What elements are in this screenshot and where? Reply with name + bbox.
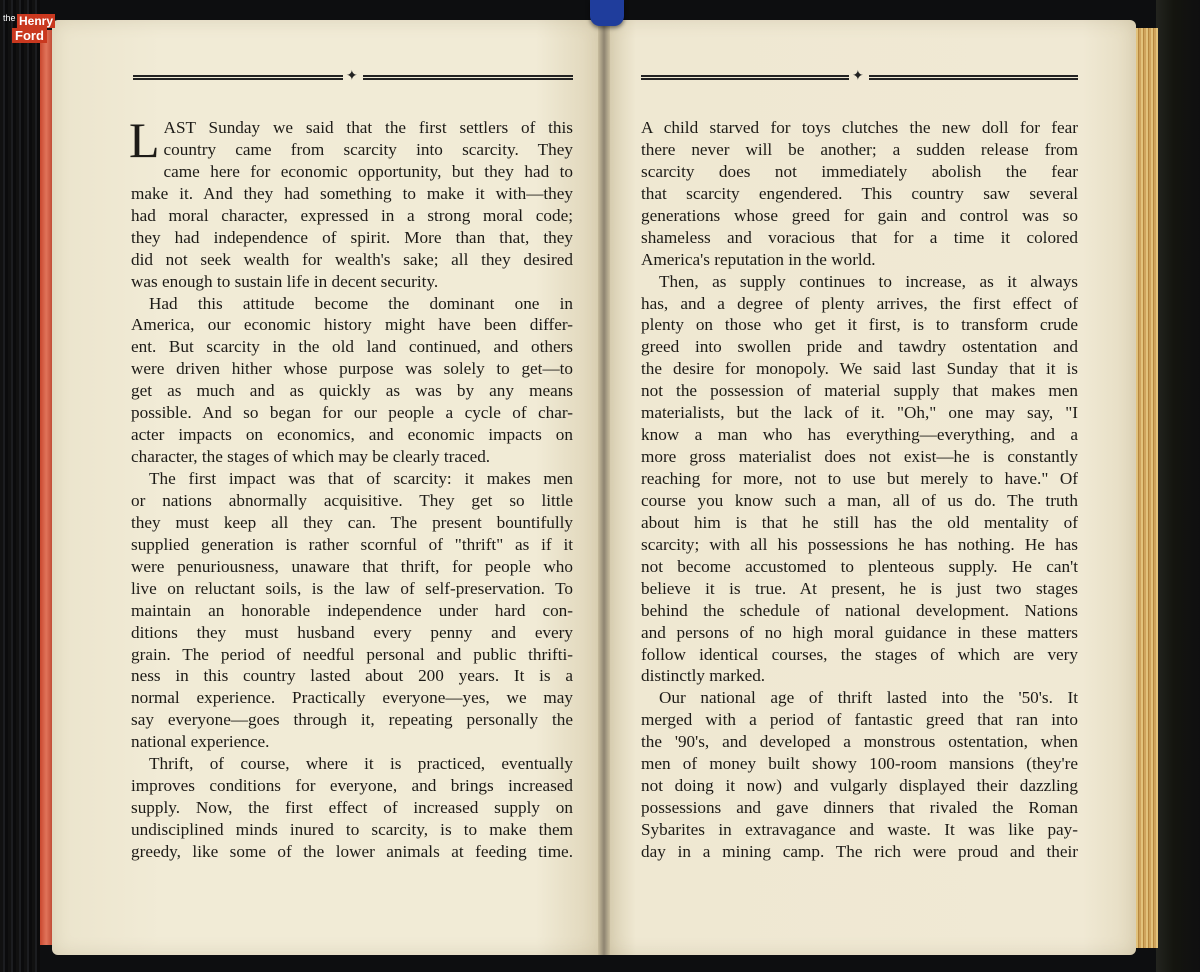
left-cover-edge	[0, 0, 40, 972]
text-line: did not seek wealth for wealth's sake; all they desired	[131, 249, 573, 269]
text-line: believe it is true. At present, he is just two stages	[641, 578, 1078, 598]
text-line: Then, as supply continues to increase, as it always	[659, 271, 1078, 291]
book-gutter	[598, 20, 610, 955]
bookmark-ribbon	[590, 0, 624, 26]
text-line: came here for economic opportunity, but they had to	[163, 161, 573, 181]
text-line: ditions they must husband every penny and every	[131, 622, 573, 642]
text-line: had moral character, expressed in a strong moral code;	[131, 205, 573, 225]
text-line: ent. But scarcity in the old land continued, and others	[131, 337, 573, 357]
text-line: not become accustomed to plenteous supply. He can't	[641, 556, 1078, 576]
text-line: character, the stages of which may be clearly traced.	[131, 447, 491, 467]
text-line: country came from scarcity into scarcity. They	[163, 139, 573, 159]
text-line: supply. Now, the first effect of increased supply on	[131, 798, 573, 818]
text-line: AST Sunday we said that the first settlers of this	[163, 118, 573, 137]
logo-the: the	[3, 13, 16, 23]
text-line: normal experience. Practically everyone—yes, we may	[131, 688, 573, 708]
text-line: about him is that he still has the old mentality of	[641, 512, 1078, 532]
text-line: ness in this country lasted about 200 years. It is a	[131, 666, 573, 686]
text-line: know a man who has everything—everything, and a	[641, 425, 1078, 445]
text-line: was enough to sustain life in decent security.	[131, 271, 439, 291]
text-line: distinctly marked.	[641, 666, 766, 686]
ornament-star-icon: ✦	[346, 68, 358, 84]
text-line: Had this attitude become the dominant one in	[149, 293, 573, 313]
text-line: were penuriousness, unaware that thrift, for people who	[131, 556, 573, 576]
text-line: more gross materialist does not exist—he is constantly	[641, 447, 1078, 467]
text-line: they must keep all they can. The present bountifully	[131, 512, 573, 532]
text-line: possessions and gave dinners that rivaled the Roman	[641, 798, 1078, 818]
text-line: the '90's, and developed a monstrous ostentation, when	[641, 732, 1078, 752]
text-line: day in a mining camp. The rich were proud and their	[641, 841, 1078, 861]
text-line: The first impact was that of scarcity: it makes men	[149, 469, 573, 488]
left-header-ornament	[133, 68, 573, 86]
text-line: behind the schedule of national development. Nations	[641, 600, 1078, 620]
right-page-text	[641, 117, 1078, 863]
right-cover-edge	[1156, 0, 1200, 972]
text-line: course you know such a man, all of us do. The truth	[641, 490, 1078, 510]
text-line: there never will be another; a sudden release from	[641, 139, 1078, 159]
text-line: live on reluctant soils, is the law of self-preservation. To	[131, 578, 573, 598]
text-line: maintain an honorable independence under hard con-	[131, 600, 573, 620]
text-line: say everyone—goes through it, repeating personally the	[131, 710, 573, 730]
text-line: merged with a period of fantastic greed that ran into	[641, 710, 1078, 730]
text-line: shameless and voracious that for a time it colored	[641, 227, 1078, 247]
text-line: were driven hither whose purpose was solely to get—to	[131, 359, 573, 379]
text-line: follow identical courses, the stages of which are very	[641, 644, 1078, 664]
text-line: not the possession of material supply that makes men	[641, 381, 1078, 401]
text-line: greedy, like some of the lower animals at feeding time.	[131, 841, 573, 861]
text-line: America's reputation in the world.	[641, 249, 876, 269]
text-line: Sybarites in extravagance and waste. It was like pay-	[641, 820, 1078, 839]
text-line: greed into swollen pride and tawdry ostentation and	[641, 337, 1078, 357]
drop-cap: L	[129, 112, 160, 168]
ornament-star-icon: ✦	[852, 68, 864, 84]
text-line: or nations abnormally acquisitive. They get so little	[131, 490, 573, 510]
text-line: scarcity; with all his possessions he has nothing. He has	[641, 534, 1078, 554]
text-line: A child starved for toys clutches the new doll for fear	[641, 118, 1078, 137]
text-line: generations whose greed for gain and control was so	[641, 205, 1078, 225]
text-line: undisciplined minds inured to scarcity, is to make them	[131, 820, 573, 839]
text-line: possible. And so began for our people a cycle of char-	[131, 403, 573, 423]
text-line: and persons of no high moral guidance in these matters	[641, 622, 1078, 642]
text-line: not doing it now) and vulgarly displayed their dazzling	[641, 776, 1078, 796]
text-line: get as much and as quickly as was by any means	[131, 381, 573, 401]
text-line: plenty on those who get it first, is to transform crude	[641, 315, 1078, 335]
right-page-stack	[1134, 28, 1158, 948]
text-line: has, and a degree of plenty arrives, the first effect of	[641, 293, 1078, 313]
text-line: scarcity does not immediately abolish the fear	[641, 161, 1078, 181]
text-line: Our national age of thrift lasted into the '50's. It	[659, 688, 1078, 708]
text-line: acter impacts on economics, and economic impacts on	[131, 425, 573, 445]
text-line: supplied generation is rather scornful of "thrift" as if it	[131, 534, 573, 554]
text-line: Thrift, of course, where it is practiced, eventually	[149, 754, 573, 774]
text-line: reaching for more, not to use but merely to have." Of	[641, 469, 1078, 488]
text-line: grain. The period of needful personal and public thrifti-	[131, 644, 573, 664]
logo-henry: Henry	[19, 14, 54, 28]
text-line: America, our economic history might have been differ-	[131, 315, 573, 335]
text-line: that scarcity engendered. This country saw several	[641, 183, 1078, 203]
henry-ford-logo	[0, 0, 54, 50]
text-line: they had independence of spirit. More than that, they	[131, 227, 573, 247]
text-line: men of money built showy 100-room mansions (they're	[641, 754, 1078, 774]
text-line: materialists, but the lack of it. "Oh," one may say, "I	[641, 403, 1078, 423]
left-page-text	[129, 112, 573, 863]
logo-ford: Ford	[12, 28, 47, 43]
text-line: the desire for monopoly. We said last Sunday that it is	[641, 359, 1078, 379]
right-header-ornament	[641, 68, 1078, 86]
text-line: national experience.	[131, 732, 270, 752]
text-line: improves conditions for everyone, and brings increased	[131, 776, 573, 796]
text-line: make it. And they had something to make it with—they	[131, 183, 573, 203]
